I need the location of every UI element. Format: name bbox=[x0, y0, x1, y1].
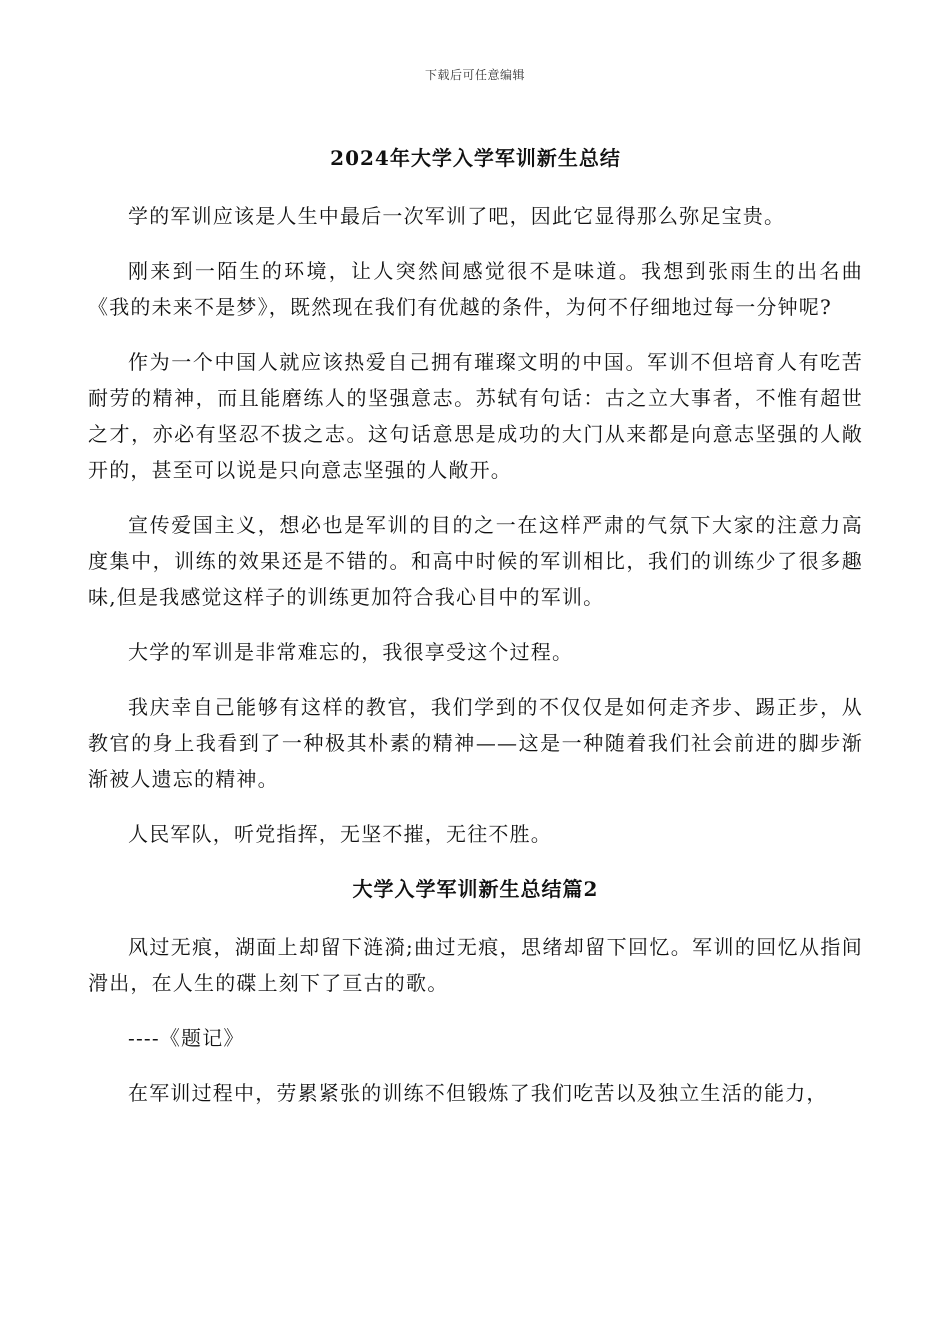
document-title: 2024年大学入学军训新生总结 bbox=[330, 146, 621, 170]
paragraph: 我庆幸自己能够有这样的教官，我们学到的不仅仅是如何走齐步、踢正步，从教官的身上我看到了一种极其朴素的精神——这是一种随着我们社会前进的脚步渐渐被人遗忘的精神。 bbox=[88, 695, 863, 791]
paragraph: 作为一个中国人就应该热爱自己拥有璀璨文明的中国。军训不但培育人有吃苦耐劳的精神，而且能磨练人的坚强意志。苏轼有句话：古之立大事者，不惟有超世之才，亦必有坚忍不拔之志。这句话意思是成功的大门从来都是向意志坚强的人敞开的，甚至可以说是只向意志坚强的人敞开。 bbox=[88, 350, 863, 482]
paragraph: 学的军训应该是人生中最后一次军训了吧，因此它显得那么弥足宝贵。 bbox=[128, 204, 786, 228]
section-title: 大学入学军训新生总结篇2 bbox=[352, 877, 599, 901]
paragraph: 宣传爱国主义，想必也是军训的目的之一在这样严肃的气氛下大家的注意力高度集中，训练的效果还是不错的。和高中时候的军训相比，我们的训练少了很多趣味,但是我感觉这样子的训练更加符合我心目中的军训。 bbox=[88, 513, 863, 609]
paragraph: 大学的军训是非常难忘的，我很享受这个过程。 bbox=[128, 640, 574, 664]
paragraph: 人民军队，听党指挥，无坚不摧，无往不胜。 bbox=[128, 822, 552, 846]
paragraph: 在军训过程中，劳累紧张的训练不但锻炼了我们吃苦以及独立生活的能力， bbox=[128, 1081, 828, 1105]
page-header-note: 下载后可任意编辑 bbox=[424, 68, 525, 82]
paragraph: 刚来到一陌生的环境，让人突然间感觉很不是味道。我想到张雨生的出名曲《我的未来不是梦》，既然现在我们有优越的条件，为何不仔细地过每一分钟呢? bbox=[88, 259, 863, 319]
epigraph: ----《题记》 bbox=[128, 1026, 245, 1050]
document-body bbox=[88, 140, 863, 1111]
paragraph: 风过无痕，湖面上却留下涟漪;曲过无痕，思绪却留下回忆。军训的回忆从指间滑出，在人生的碟上刻下了亘古的歌。 bbox=[88, 935, 863, 995]
